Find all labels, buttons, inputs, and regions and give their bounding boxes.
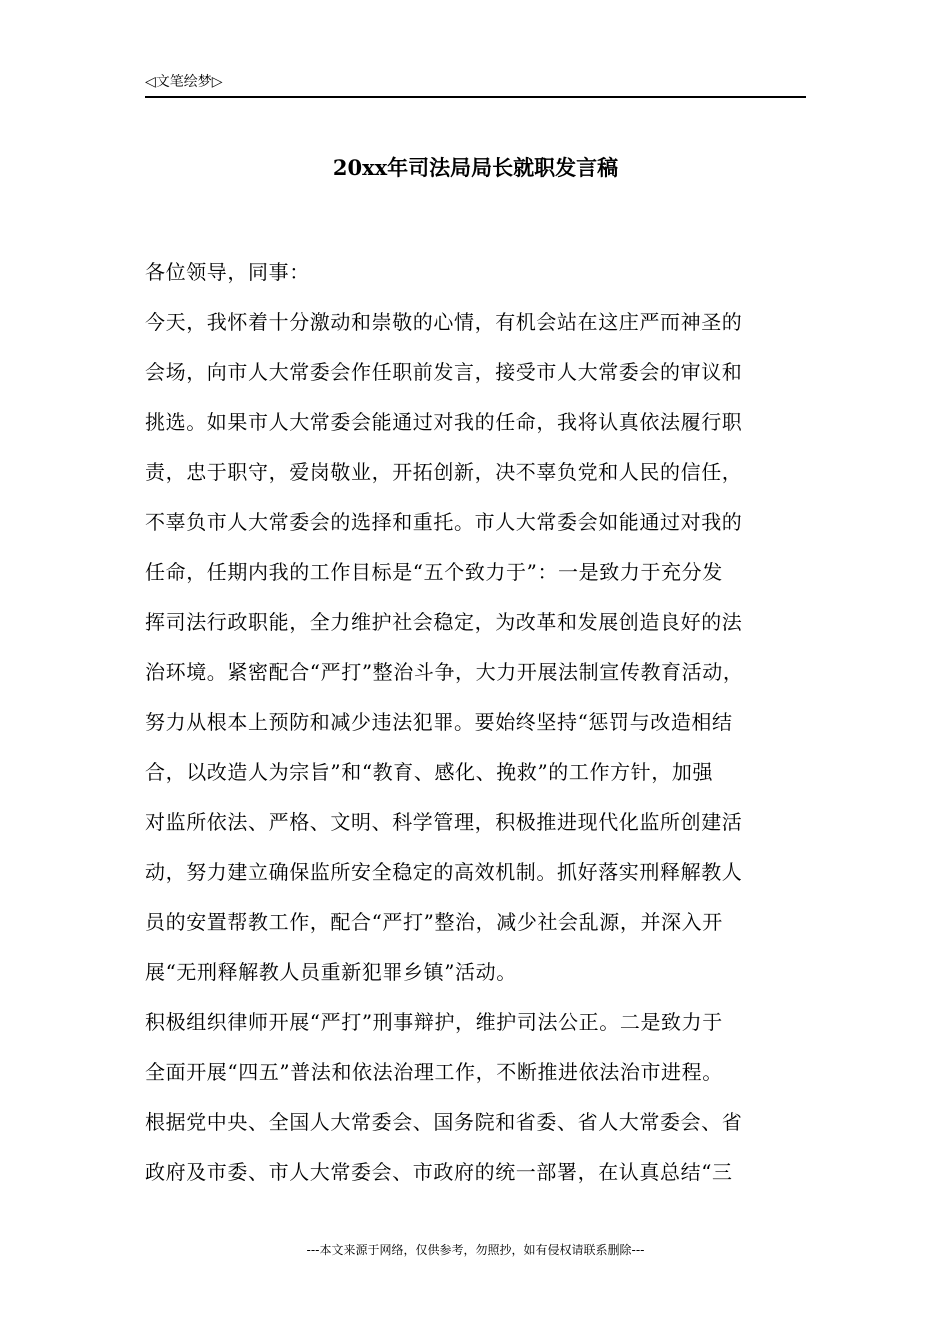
header-divider — [145, 96, 806, 98]
body-line: 积极组织律师开展“严打”刑事辩护，维护司法公正。二是致力于 — [145, 1010, 723, 1034]
body-line: 政府及市委、市人大常委会、市政府的统一部署，在认真总结“三 — [145, 1160, 733, 1184]
body-line: 对监所依法、严格、文明、科学管理，积极推进现代化监所创建活 — [145, 810, 743, 834]
body-line: 员的安置帮教工作，配合“严打”整治，减少社会乱源，并深入开 — [145, 910, 723, 934]
body-line: 不辜负市人大常委会的选择和重托。市人大常委会如能通过对我的 — [145, 510, 743, 534]
body-line: 各位领导，同事： — [145, 260, 310, 284]
body-line: 合，以改造人为宗旨”和“教育、感化、挽救”的工作方针，加强 — [145, 760, 714, 784]
footer-disclaimer: ---本文来源于网络，仅供参考，勿照抄，如有侵权请联系删除--- — [306, 1243, 645, 1257]
body-line: 挥司法行政职能，全力维护社会稳定，为改革和发展创造良好的法 — [145, 610, 743, 634]
body-line: 全面开展“四五”普法和依法治理工作，不断推进依法治市进程。 — [145, 1060, 723, 1084]
body-line: 根据党中央、全国人大常委会、国务院和省委、省人大常委会、省 — [145, 1110, 743, 1134]
body-line: 展“无刑释解教人员重新犯罪乡镇”活动。 — [145, 960, 517, 984]
body-line: 今天，我怀着十分激动和崇敬的心情，有机会站在这庄严而神圣的 — [145, 310, 743, 334]
header-brand: ◁文笔绘梦▷ — [145, 74, 223, 90]
document-body — [145, 257, 825, 1207]
body-line: 会场，向市人大常委会作任职前发言，接受市人大常委会的审议和 — [145, 360, 743, 384]
body-line: 动，努力建立确保监所安全稳定的高效机制。抓好落实刑释解教人 — [145, 860, 743, 884]
body-line: 治环境。紧密配合“严打”整治斗争，大力开展法制宣传教育活动， — [145, 660, 744, 684]
body-line: 努力从根本上预防和减少违法犯罪。要始终坚持“惩罚与改造相结 — [145, 710, 733, 734]
document-title: 20xx年司法局局长就职发言稿 — [332, 155, 619, 180]
body-line: 挑选。如果市人大常委会能通过对我的任命，我将认真依法履行职 — [145, 410, 743, 434]
body-line: 任命，任期内我的工作目标是“五个致力于”：一是致力于充分发 — [145, 560, 723, 584]
body-line: 责，忠于职守，爱岗敬业，开拓创新，决不辜负党和人民的信任， — [145, 460, 743, 484]
